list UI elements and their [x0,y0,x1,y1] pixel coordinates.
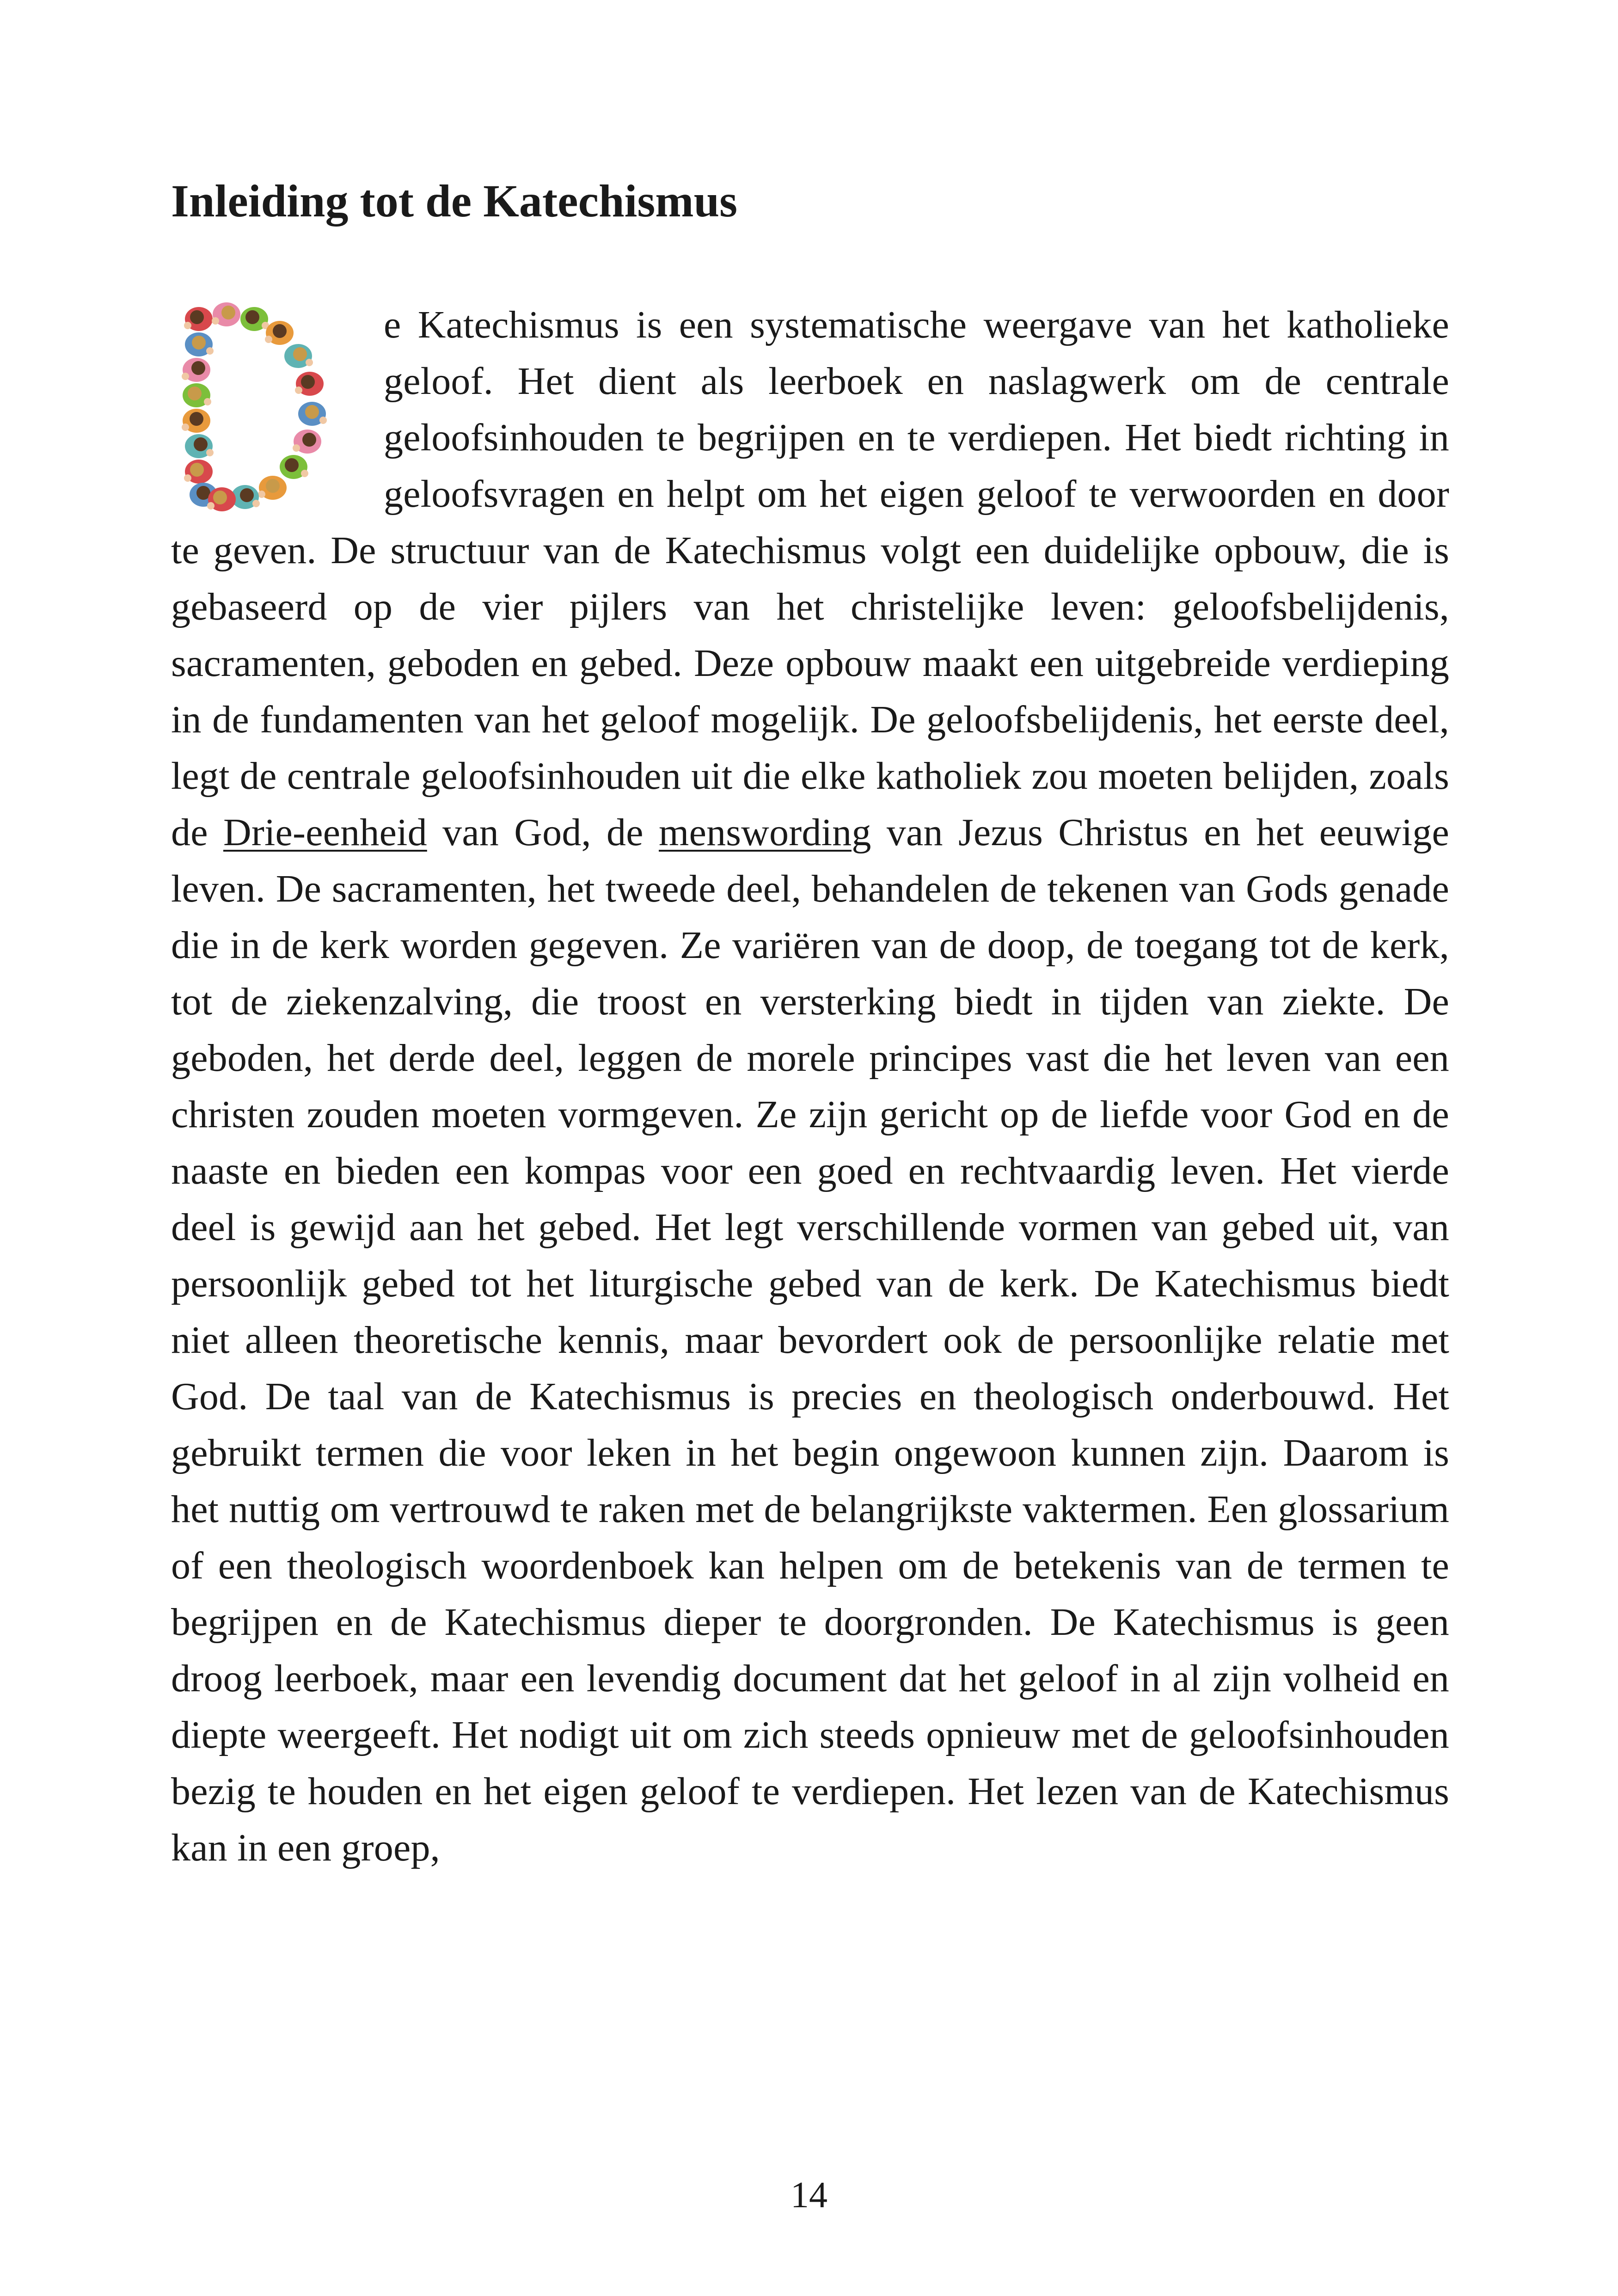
intro-paragraph [171,297,1449,1876]
paragraph-text-start: e Katechismus is een systematische weergave van het katholieke geloof. Het dient als leerboek en naslagwerk om de centrale geloofsinhouden te begrijpen en te verdiepen. Het biedt richting in geloofsvragen en helpt om het eigen geloof te verwoorden en door te geven. De structuur van de Katechismus volgt een duidelijke opbouw, die is gebaseerd op de vier pijlers van het christelijke leven: geloofsbelijdenis, sacramenten, geboden en gebed. Deze opbouw maakt een uitgebreide verdieping in de fundamenten van het geloof mogelijk. De geloofsbelijdenis, het eerste deel, legt de centrale geloofsinhouden uit die elke katholiek zou moeten belijden, zoals de [171,303,1449,854]
paragraph-text-end: van Jezus Christus en het eeuwige leven. De sacramenten, het tweede deel, behandelen de tekenen van Gods genade die in de kerk worden gegeven. Ze variëren van de doop, de toegang tot de kerk, tot de ziekenzalving, die troost en versterking biedt in tijden van ziekte. De geboden, het derde deel, leggen de morele principes vast die het leven van een christen zouden moeten vormgeven. Ze zijn gericht op de liefde voor God en de naaste en bieden een kompas voor een goed en rechtvaardig leven. Het vierde deel is gewijd aan het gebed. Het legt verschillende vormen van gebed uit, van persoonlijk gebed tot het liturgische gebed van de kerk. De Katechismus biedt niet alleen theoretische kennis, maar bevordert ook de persoonlijke relatie met God. De taal van de Katechismus is precies en theologisch onderbouwd. Het gebruikt termen die voor leken in het begin ongewoon kunnen zijn. Daarom is het nuttig om vertrouwd te raken met de belangrijkste vaktermen. Een glossarium of een theologisch woordenboek kan helpen om de betekenis van de termen te begrijpen en de Katechismus dieper te doorgronden. De Katechismus is geen droog leerboek, maar een levendig document dat het geloof in al zijn volheid en diepte weergeeft. Het nodigt uit om zich steeds opnieuw met de geloofsinhouden bezig te houden en het eigen geloof te verdiepen. Het lezen van de Katechismus kan in een groep, [171,811,1449,1869]
child-figure [284,344,313,368]
child-figure [182,409,210,433]
page-title: Inleiding tot de Katechismus [171,175,738,227]
child-figure [280,455,308,479]
child-figure [293,430,321,454]
children-forming-letter-d-icon [171,301,356,512]
drop-cap [171,301,374,512]
child-figure [265,321,294,345]
child-figure [258,476,287,500]
child-figure [185,332,214,356]
child-figure [184,460,213,484]
child-figure [295,372,324,396]
child-figure [184,307,213,331]
child-figure [185,434,214,458]
child-figure [182,358,210,382]
drop-cap-letter [171,512,172,513]
child-figure [212,302,240,326]
link-menswording[interactable]: menswording [659,811,871,854]
link-drie-eenheid[interactable]: Drie-eenheid [223,811,427,854]
page-number: 14 [791,2175,827,2216]
child-figure [298,402,327,426]
child-figure [240,307,269,331]
paragraph-text-middle: van God, de [427,811,659,854]
child-figure [183,383,211,407]
